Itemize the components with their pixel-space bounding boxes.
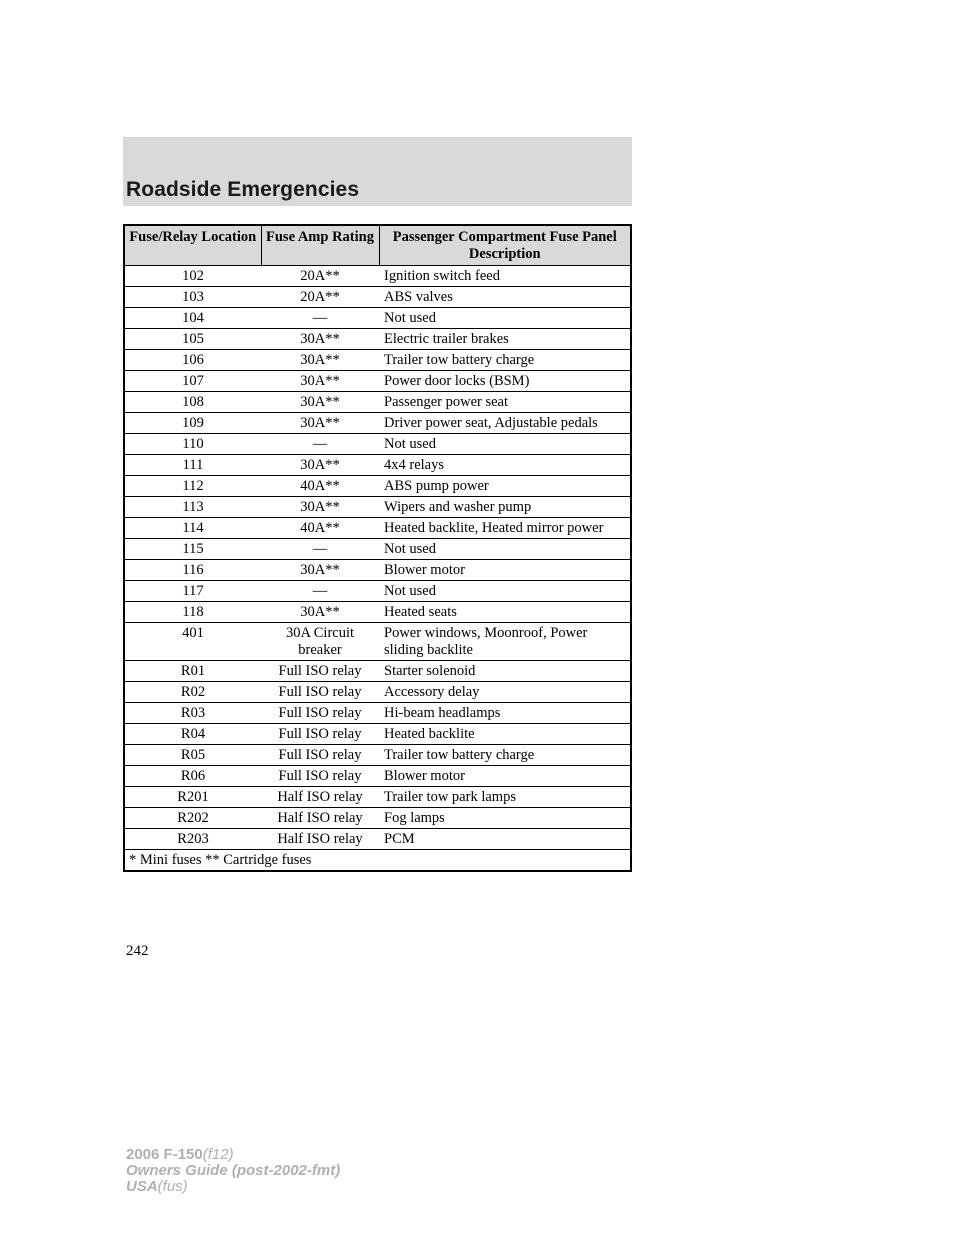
cell-description: Not used (379, 308, 631, 329)
table-row (124, 602, 631, 623)
cell-location: 107 (124, 371, 261, 392)
table-row (124, 455, 631, 476)
cell-amp: 20A** (261, 287, 379, 308)
footer-market: USA (126, 1178, 158, 1195)
cell-description: Trailer tow battery charge (379, 745, 631, 766)
cell-description: ABS pump power (379, 476, 631, 497)
table-row (124, 703, 631, 724)
cell-location: R06 (124, 766, 261, 787)
cell-description: Blower motor (379, 560, 631, 581)
cell-location: R03 (124, 703, 261, 724)
cell-description: Not used (379, 434, 631, 455)
cell-location: 118 (124, 602, 261, 623)
table-row (124, 766, 631, 787)
cell-description: Hi-beam headlamps (379, 703, 631, 724)
table-row (124, 581, 631, 602)
cell-description: Heated seats (379, 602, 631, 623)
cell-amp: 30A Circuit breaker (261, 623, 379, 661)
cell-amp: 30A** (261, 413, 379, 434)
cell-amp: 30A** (261, 602, 379, 623)
cell-amp: 30A** (261, 371, 379, 392)
footer-model-code: (f12) (202, 1146, 234, 1163)
cell-location: R203 (124, 829, 261, 850)
cell-location: 110 (124, 434, 261, 455)
cell-amp: Full ISO relay (261, 703, 379, 724)
cell-description: PCM (379, 829, 631, 850)
table-row (124, 829, 631, 850)
cell-amp: Full ISO relay (261, 766, 379, 787)
table-footnote: * Mini fuses ** Cartridge fuses (124, 850, 631, 872)
page-number: 242 (126, 943, 149, 959)
cell-location: 104 (124, 308, 261, 329)
cell-location: R202 (124, 808, 261, 829)
cell-description: Not used (379, 581, 631, 602)
table-row (124, 350, 631, 371)
footer-guide: Owners Guide (post-2002-fmt) (126, 1162, 341, 1179)
cell-amp: 30A** (261, 392, 379, 413)
footer-model: 2006 F-150 (126, 1146, 203, 1163)
cell-description: 4x4 relays (379, 455, 631, 476)
cell-location: 113 (124, 497, 261, 518)
table-row (124, 787, 631, 808)
table-row (124, 518, 631, 539)
cell-amp: 20A** (261, 266, 379, 287)
table-body (124, 266, 631, 850)
cell-amp: Full ISO relay (261, 682, 379, 703)
table-row (124, 808, 631, 829)
cell-description: Fog lamps (379, 808, 631, 829)
cell-location: R01 (124, 661, 261, 682)
table-row (124, 497, 631, 518)
cell-amp: 30A** (261, 455, 379, 476)
table-row (124, 476, 631, 497)
cell-amp: Half ISO relay (261, 787, 379, 808)
table-header-row (124, 225, 631, 266)
cell-description: Heated backlite (379, 724, 631, 745)
cell-amp: Full ISO relay (261, 745, 379, 766)
cell-location: 114 (124, 518, 261, 539)
cell-amp: Full ISO relay (261, 724, 379, 745)
table-row (124, 661, 631, 682)
cell-amp: — (261, 581, 379, 602)
cell-location: 115 (124, 539, 261, 560)
cell-description: Not used (379, 539, 631, 560)
cell-amp: Half ISO relay (261, 829, 379, 850)
column-header-amp: Fuse Amp Rating (261, 225, 379, 266)
cell-description: Trailer tow battery charge (379, 350, 631, 371)
footer-market-code: (fus) (157, 1178, 188, 1195)
cell-amp: Half ISO relay (261, 808, 379, 829)
cell-description: Wipers and washer pump (379, 497, 631, 518)
cell-location: 102 (124, 266, 261, 287)
table-row (124, 413, 631, 434)
cell-amp: — (261, 308, 379, 329)
cell-location: 111 (124, 455, 261, 476)
cell-description: Driver power seat, Adjustable pedals (379, 413, 631, 434)
cell-description: Heated backlite, Heated mirror power (379, 518, 631, 539)
table-row (124, 682, 631, 703)
cell-amp: 40A** (261, 518, 379, 539)
footer-line-3 (126, 1179, 340, 1195)
table-row (124, 539, 631, 560)
footer-line-1 (126, 1147, 340, 1163)
cell-description: Power door locks (BSM) (379, 371, 631, 392)
table-row (124, 308, 631, 329)
cell-location: 117 (124, 581, 261, 602)
table-row (124, 560, 631, 581)
cell-amp: — (261, 539, 379, 560)
cell-amp: 40A** (261, 476, 379, 497)
cell-description: Power windows, Moonroof, Power sliding backlite (379, 623, 631, 661)
cell-description: Passenger power seat (379, 392, 631, 413)
cell-amp: 30A** (261, 350, 379, 371)
cell-description: ABS valves (379, 287, 631, 308)
table-row (124, 392, 631, 413)
cell-description: Trailer tow park lamps (379, 787, 631, 808)
cell-location: R04 (124, 724, 261, 745)
cell-description: Electric trailer brakes (379, 329, 631, 350)
cell-description: Starter solenoid (379, 661, 631, 682)
fuse-table (123, 224, 632, 872)
table-row (124, 266, 631, 287)
table-footnote-row (124, 850, 631, 872)
cell-location: 401 (124, 623, 261, 661)
table-row (124, 745, 631, 766)
table-row (124, 724, 631, 745)
cell-amp: 30A** (261, 497, 379, 518)
cell-amp: — (261, 434, 379, 455)
cell-amp: 30A** (261, 560, 379, 581)
cell-location: 103 (124, 287, 261, 308)
cell-location: R05 (124, 745, 261, 766)
cell-location: 112 (124, 476, 261, 497)
table-row (124, 371, 631, 392)
cell-description: Blower motor (379, 766, 631, 787)
table-row (124, 329, 631, 350)
cell-description: Ignition switch feed (379, 266, 631, 287)
table-row (124, 287, 631, 308)
cell-amp: Full ISO relay (261, 661, 379, 682)
cell-location: 105 (124, 329, 261, 350)
cell-amp: 30A** (261, 329, 379, 350)
cell-location: 108 (124, 392, 261, 413)
cell-location: 106 (124, 350, 261, 371)
cell-location: 116 (124, 560, 261, 581)
cell-description: Accessory delay (379, 682, 631, 703)
column-header-location: Fuse/Relay Location (124, 225, 261, 266)
document-footer (126, 1147, 340, 1195)
cell-location: R02 (124, 682, 261, 703)
cell-location: 109 (124, 413, 261, 434)
section-title: Roadside Emergencies (126, 178, 360, 201)
table-row (124, 434, 631, 455)
cell-location: R201 (124, 787, 261, 808)
table-row (124, 623, 631, 661)
column-header-description: Passenger Compartment Fuse Panel Description (379, 225, 631, 266)
